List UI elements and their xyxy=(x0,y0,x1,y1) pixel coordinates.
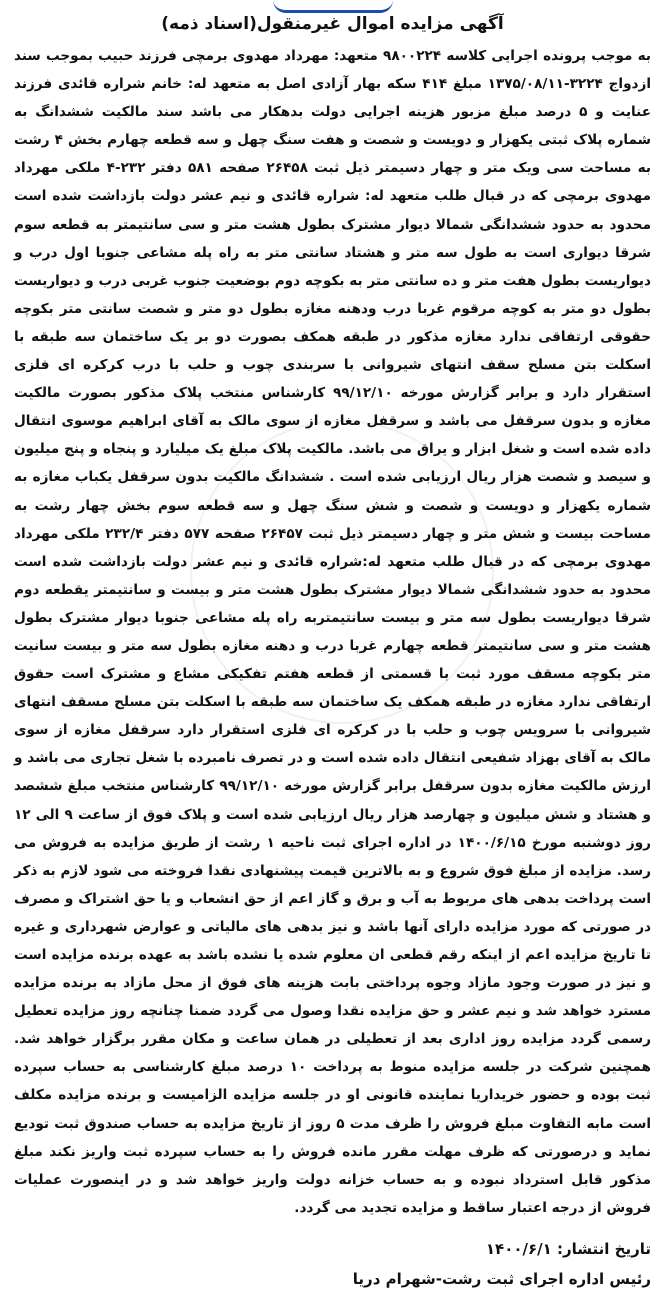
notice-title: آگهی مزایده اموال غیرمنقول(اسناد ذمه) xyxy=(161,14,504,34)
blue-stamp-mark xyxy=(273,0,393,13)
notice-body: به موجب پرونده اجرایی کلاسه ۹۸۰۰۲۲۴ متعهد: مهرداد مهدوی برمچی فرزند حبیب بموجب سند ازدواج ۳۲۲۴-۱۳۷۵/۰۸/۱۱ مبلغ ۴۱۴ سکه بهار آزادی اصل به متعهد له: خانم شراره قائدی فرزند عنایت و ۵ درصد مبلغ مزبور هزینه اجرایی دولت بدهکار می باشد سند مالکیت ششدانگ به شماره پلاک ثبتی یکهزار و دویست و شصت و هفت سنگ چهل و سه قطعه چهارم بخش ۴ رشت به مساحت سی ویک متر و چهار دسیمتر ذیل ثبت ۲۶۴۵۸ صفحه ۵۸۱ دفتر ۲۳۲-۴ ملکی مهرداد مهدوی برمچی که در قبال طلب متعهد له: شراره قائدی و نیم عشر دولت بازداشت شده است محدود به حدود ششدانگی شمالا دیوار مشترک بطول هشت متر و سی سانتیمتر به قطعه سوم شرقا دیواری است به طول سه متر و هشتاد سانتی متر به راه پله مشاعی جنوبا اول درب و دیواریست بطول هفت متر و ده سانتی متر به بکوچه دوم بوضعیت جنوب غربی درب و دیواریست بطول دو متر به کوچه مرقوم غربا درب ودهنه مغازه بطول دو متر و شصت سانتی متر بکوچه حقوقی ارتفاقی ندارد مغازه مذکور در طبقه همکف بصورت دو بر یک ساختمان سه طبقه با اسکلت بتن مسلح سقف انتهای شیروانی با سربندی چوب و حلب با درب کرکره ای فلزی استقرار دارد و برابر گزارش مورخه ۹۹/۱۲/۱۰ کارشناس منتخب پلاک مذکور بصورت مالکیت مغازه و بدون سرقفل می باشد و سرقفل مغازه از سوی مالک به آقای ابراهیم موسوی انتقال داده شده است و شغل ابزار و یراق می باشد. مالکیت پلاک مبلغ یک میلیارد و پنجاه و پنج میلیون و سیصد و شصت هزار ریال ارزیابی شده است . ششدانگ مالکیت بدون سرقفل یکباب مغازه به شماره یکهزار و دویست و شصت و شش سنگ چهل و سه قطعه سوم بخش چهار رشت به مساحت بیست و شش متر و چهار دسیمتر ذیل ثبت ۲۶۴۵۷ صفحه ۵۷۷ دفتر ۲۳۲/۴ ملکی مهرداد مهدوی برمچی که در قبال طلب متعهد له:شراره قائدی و نیم عشر دولت بازداشت شده است محدود به حدود ششدانگی شمالا دیوار مشترک بطول هشت متر و بیست و سانتیمتر یقطعه دوم شرقا دیواریست بطول سه متر و بیست سانتیمتربه راه پله مشاعی جنوبا دیوار مشترک بطول هشت متر و سی سانتیمتر قطعه چهارم غربا درب و دهنه مغازه بطول سه متر و بیست سانیت متر بکوچه مسقف مورد ثبت با قسمتی از قطعه هفتم تفکیکی مشاع و مشترک است حقوق ارتفاقی ندارد مغازه در طبقه همکف یک ساختمان سه طبقه با اسکلت بتن مسلح مسقف انتهای شیروانی با سرویس چوب و حلب با در کرکره ای فلزی استقرار دارد سرقفل مغازه از سوی مالک به آقای بهزاد شفیعی انتقال داده شده است و در تصرف نامبرده با شغل تجاری می باشد و ارزش مالکیت مغازه بدون سرقفل برابر گزارش مورخه ۹۹/۱۲/۱۰ کارشناس منتخب مبلغ ششصد و هشتاد و شش میلیون و چهارصد هزار ریال ارزیابی شده است و پلاک فوق از ساعت ۹ الی ۱۲ روز دوشنبه مورخ ۱۴۰۰/۶/۱۵ در اداره اجرای ثبت ناحیه ۱ رشت از طریق مزایده به فروش می رسد. مزایده از مبلغ فوق شروع و به بالاترین قیمت پیشنهادی نقدا فروخته می شود لازم به ذکر است پرداخت بدهی های مربوط به آب و برق و گاز اعم از حق انشعاب و یا حق اشتراک و مصرف در صورتی که مورد مزایده دارای آنها باشد و نیز بدهی های مالیاتی و عوارض شهرداری و غیره تا تاریخ مزایده اعم از اینکه رقم قطعی ان معلوم شده یا نشده باشد به عهده برنده مزایده است و نیز در صورت وجود مازاد وجوه پرداختی بابت هزینه های فوق از محل مازاد به برنده مزایده مسترد خواهد شد و نیم عشر و حق مزایده نقدا وصول می گردد ضمنا چنانچه روز مزایده تعطیل رسمی گردد مزایده روز اداری بعد از تعطیلی در همان ساعت و مکان مقرر برگزار خواهد شد. همچنین شرکت در جلسه مزایده منوط به پرداخت ۱۰ درصد مبلغ کارشناسی به حساب سپرده ثبت بوده و حضور خریداریا نماینده قانونی او در جلسه مزایده الزامیست و برنده مزایده مکلف است مابه التفاوت مبلغ فروش را ظرف مدت ۵ روز از تاریخ مزایده به حساب صندوق ثبت تودیع نماید و درصورتی که ظرف مهلت مقرر مانده فروش را به حساب سپرده ثبت واریز نکند مبلغ مذکور قابل استرداد نبوده و به حساب خزانه دولت واریز خواهد شد و در اینصورت عملیات فروش از درجه اعتبار ساقط و مزایده تجدید می گردد. xyxy=(14,48,652,1216)
publish-date: تاریخ انتشار: ۱۴۰۰/۶/۱ xyxy=(485,1239,651,1258)
signature: رئیس اداره اجرای ثبت رشت-شهرام دریا xyxy=(352,1269,651,1288)
notice-footer xyxy=(14,1234,651,1294)
